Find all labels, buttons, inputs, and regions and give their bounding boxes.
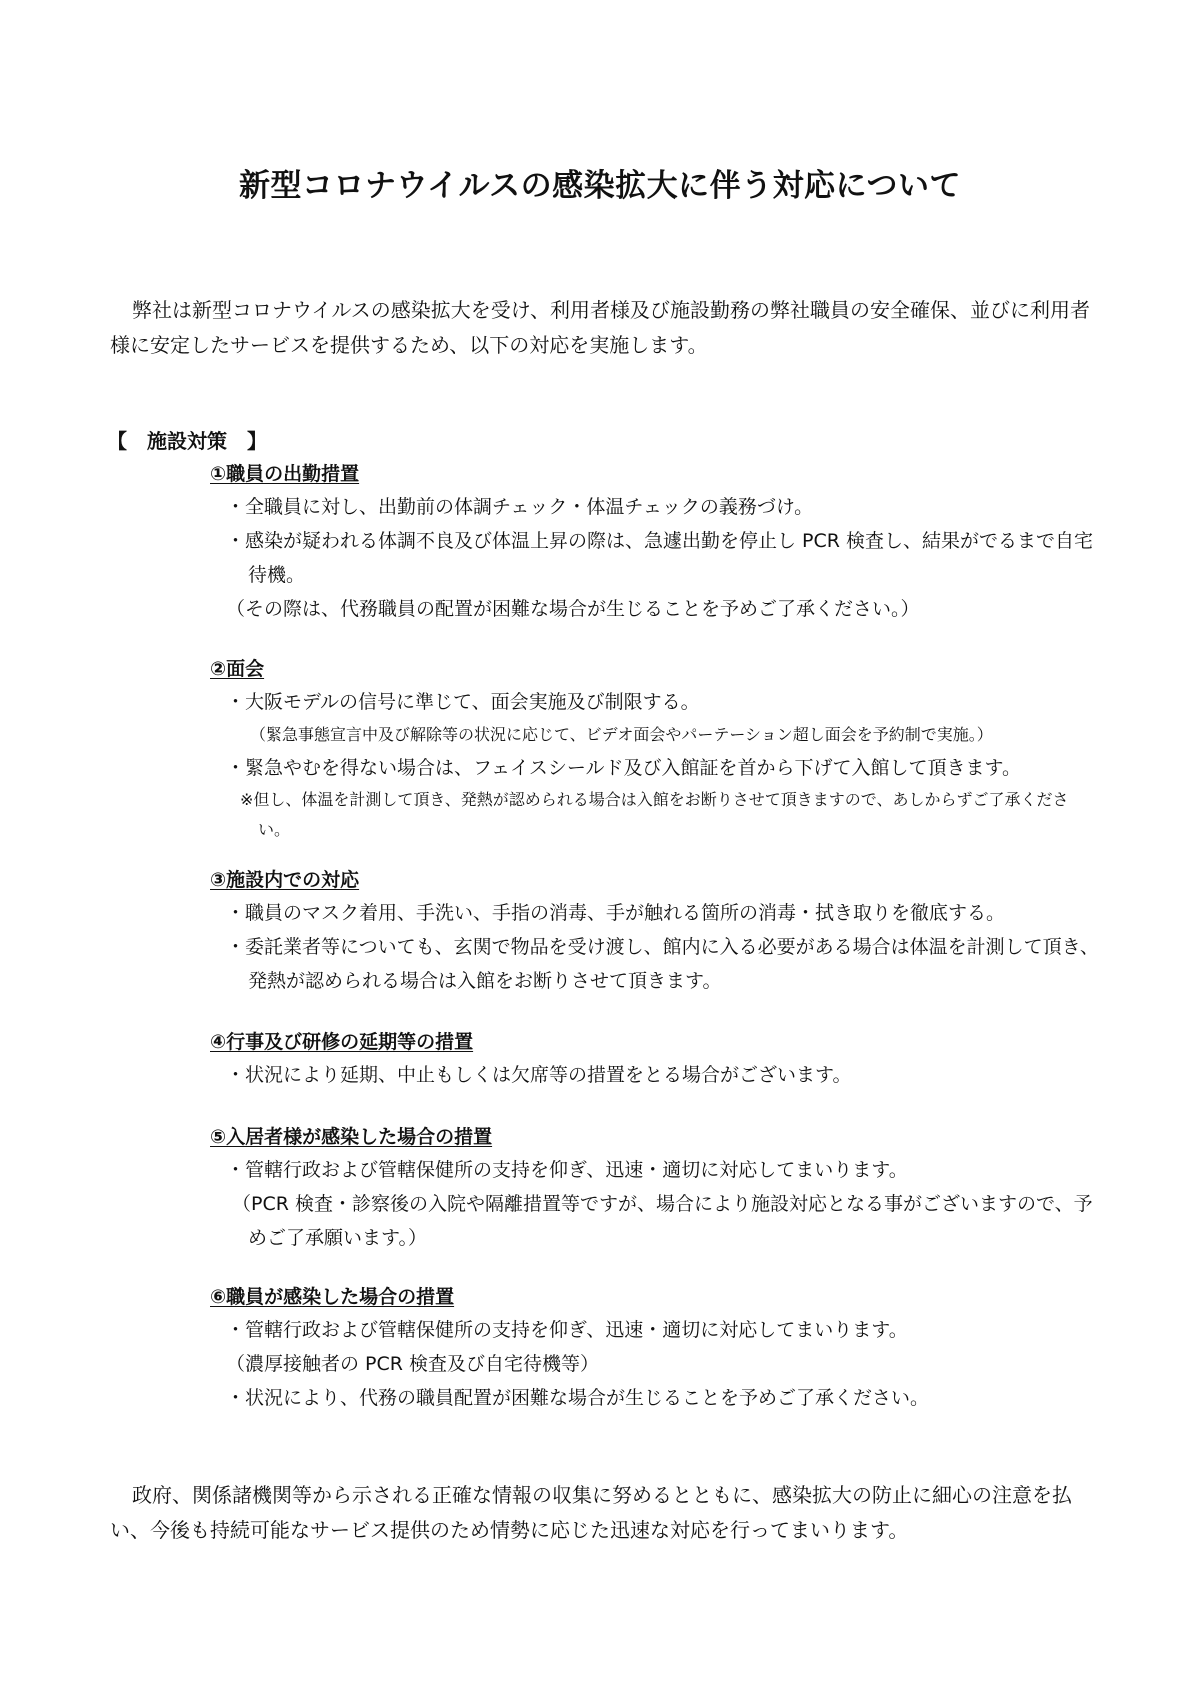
subsection-staff-attendance [210, 460, 1100, 626]
list-item: （緊急事態宣言中及び解除等の状況に応じて、ビデオ面会やパーテーション超し面会を予約制で実施。） [250, 725, 993, 744]
list-item: ※但し、体温を計測して頂き、発熱が認められる場合は入館をお断りさせて頂きますので、あしからずご了承ください。 [240, 790, 1069, 839]
document-title: 新型コロナウイルスの感染拡大に伴う対応について [238, 168, 962, 204]
list-item: ・職員のマスク着用、手洗い、手指の消毒、手が触れる箇所の消毒・拭き取りを徹底する。 [226, 902, 1006, 924]
section-heading: 【 施設対策 】 [107, 429, 267, 453]
subsection-in-facility [210, 866, 1100, 998]
list-item: ・状況により、代務の職員配置が困難な場合が生じることを予めご了承ください。 [226, 1387, 930, 1409]
intro-paragraph: 弊社は新型コロナウイルスの感染拡大を受け、利用者様及び施設勤務の弊社職員の安全確保、並びに利用者様に安定したサービスを提供するため、以下の対応を実施します。 [110, 298, 1090, 357]
subsection-heading: ③施設内での対応 [210, 869, 360, 891]
subsection-heading: ⑥職員が感染した場合の措置 [210, 1286, 455, 1308]
list-item: ・全職員に対し、出勤前の体調チェック・体温チェックの義務づけ。 [226, 496, 814, 518]
subsection-heading: ②面会 [210, 658, 265, 680]
subsection-events [210, 1028, 1100, 1092]
subsection-heading: ①職員の出勤措置 [210, 463, 360, 485]
subsection-visits [210, 655, 1100, 845]
list-item: （濃厚接触者の PCR 検査及び自宅待機等） [226, 1353, 600, 1375]
subsection-staff-infected [210, 1283, 1100, 1415]
subsection-resident-infected [210, 1123, 1100, 1255]
closing-paragraph: 政府、関係諸機関等から示される正確な情報の収集に努めるとともに、感染拡大の防止に細心の注意を払い、今後も持続可能なサービス提供のため情勢に応じた迅速な対応を行ってまいります。 [110, 1483, 1072, 1542]
list-item: （PCR 検査・診察後の入院や隔離措置等ですが、場合により施設対応となる事がございますので、予めご了承願います。） [232, 1193, 1093, 1249]
list-item: ・大阪モデルの信号に準じて、面会実施及び制限する。 [226, 691, 700, 713]
list-item: ・緊急やむを得ない場合は、フェイスシールド及び入館証を首から下げて入館して頂きます。 [226, 757, 1021, 779]
list-item: ・管轄行政および管轄保健所の支持を仰ぎ、迅速・適切に対応してまいります。 [226, 1319, 908, 1341]
subsection-heading: ⑤入居者様が感染した場合の措置 [210, 1126, 493, 1148]
subsection-heading: ④行事及び研修の延期等の措置 [210, 1031, 474, 1053]
list-item: ・管轄行政および管轄保健所の支持を仰ぎ、迅速・適切に対応してまいります。 [226, 1159, 908, 1181]
list-item: ・感染が疑われる体調不良及び体温上昇の際は、急遽出勤を停止し PCR 検査し、結果がでるまで自宅待機。 [226, 530, 1094, 586]
list-item: ・状況により延期、中止もしくは欠席等の措置をとる場合がございます。 [226, 1064, 852, 1086]
list-item: （その際は、代務職員の配置が困難な場合が生じることを予めご了承ください。） [226, 598, 920, 620]
list-item: ・委託業者等についても、玄関で物品を受け渡し、館内に入る必要がある場合は体温を計測して頂き、発熱が認められる場合は入館をお断りさせて頂きます。 [226, 936, 1099, 992]
